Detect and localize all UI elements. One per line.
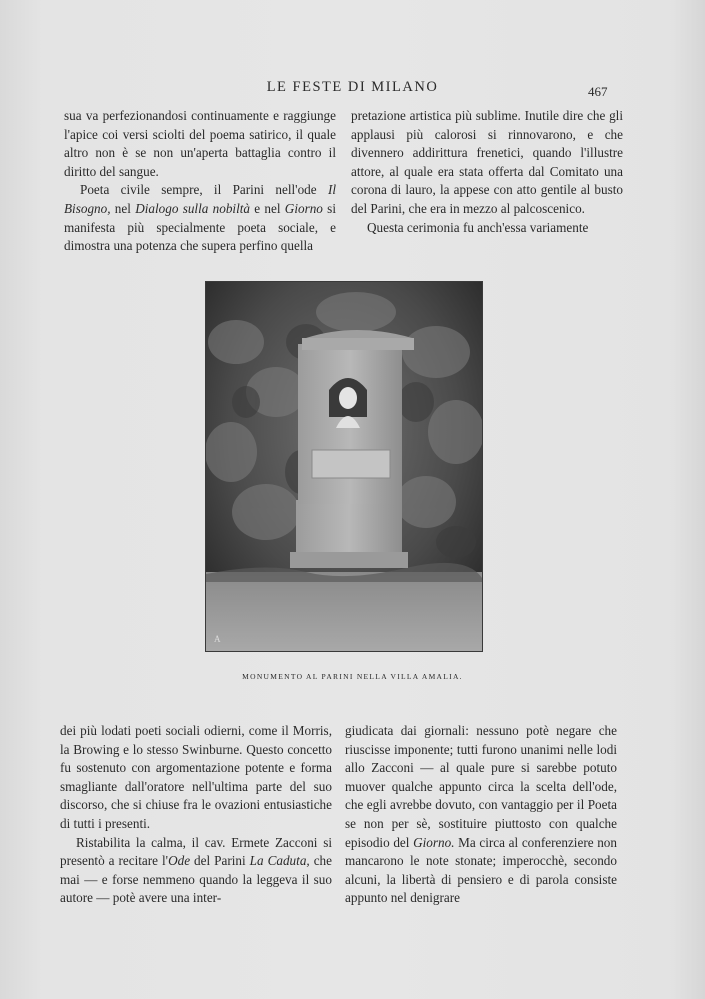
text-column-top-right	[351, 107, 623, 237]
paragraph: Questa cerimonia fu anch'essa variamente	[367, 219, 589, 235]
title-italic: Giorno	[284, 200, 323, 216]
title-italic: Giorno.	[413, 834, 455, 850]
title-italic: La Caduta,	[249, 853, 310, 869]
paragraph: giudicata dai giornali: nessuno potè negare che riuscisse imponente; tutti furono unanimi nelle lodi allo Zacconi — al quale pure si sarebbe potuto muover qualche appunto circa la scelta dell'ode, che egli avrebbe dovuto, con vantaggio per il Poeta se non per sè, sostituire piuttosto con qualche episodio del Giorno. Ma circa al conferenziere non mancarono le note stonate; imperocchè, secondo alcuni, la libertà di pensiero e di parola consiste appunto nel denigrare	[345, 723, 617, 906]
title-italic: Il Bisogno,	[64, 182, 336, 216]
title-italic: Dialogo sulla nobiltà	[135, 200, 250, 216]
monument-photograph	[205, 281, 483, 652]
running-header: LE FESTE DI MILANO	[266, 79, 439, 95]
text-column-bottom-right	[345, 722, 617, 908]
title-italic: Ode	[168, 853, 191, 869]
figure-caption: MONUMENTO AL PARINI NELLA VILLA AMALIA.	[242, 672, 463, 681]
page-number: 467	[588, 84, 608, 99]
svg-text:A: A	[214, 634, 221, 644]
text-column-bottom-left	[60, 722, 332, 908]
paragraph: dei più lodati poeti sociali odierni, come il Morris, la Browing e lo stesso Swinburne. Questo concetto fu sostenuto con argomentazione potente e forma smagliante dall'oratore nell'ultima parte del suo discorso, che si chiuse fra le ovazioni entusiastiche di tutti i presenti.	[60, 723, 332, 831]
paragraph: Ristabilita la calma, il cav. Ermete Zacconi si presentò a recitare l'Ode del Parini La Caduta, che mai — e forse nemmeno quando la leggeva il suo autore — potè avere una inter-	[60, 834, 333, 906]
paragraph: pretazione artistica più sublime. Inutile dire che gli applausi più calorosi si rinnovarono, e che divennero addirittura frenetici, quando l'illustre attore, al quale era stata offerta dal Comitato una corona di lauro, la appese con atto gentile al busto del Parini, che era in mezzo al palcoscenico.	[351, 108, 623, 216]
paragraph: Poeta civile sempre, il Parini nell'ode Il Bisogno, nel Dialogo sulla nobiltà e nel Giorno si manifesta più specialmente poeta sociale, e dimostra una potenza che supera perfino quella	[64, 182, 336, 254]
text-column-top-left	[64, 107, 336, 256]
monument-photo-illustration	[206, 282, 482, 651]
paragraph: sua va perfezionandosi continuamente e raggiunge l'apice coi versi sciolti del poema satirico, il quale altro non è se non un'aperta battaglia contro il diritto del sangue.	[64, 108, 336, 179]
